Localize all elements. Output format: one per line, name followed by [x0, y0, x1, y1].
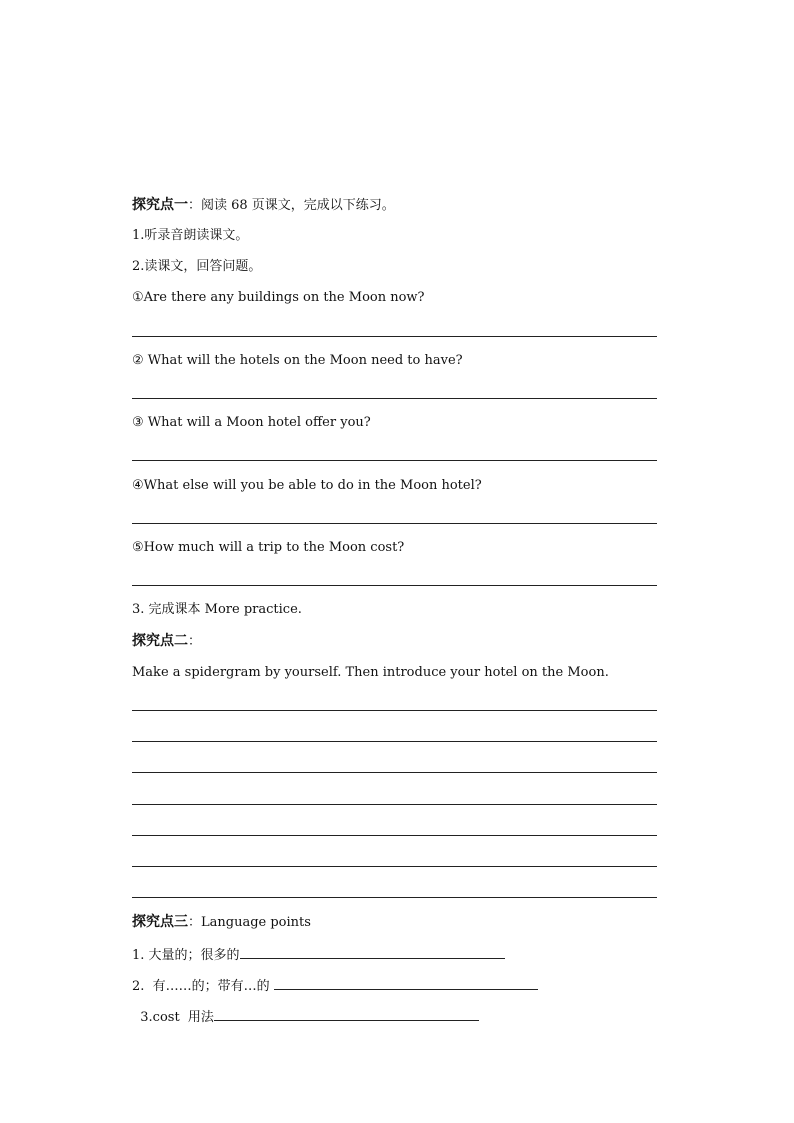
- language-point-3-blank[interactable]: [214, 1007, 479, 1021]
- language-point-1: [132, 945, 505, 965]
- step-listen-read: 1.听录音朗读课文。: [132, 228, 249, 243]
- question-1: ①Are there any buildings on the Moon now?: [132, 290, 425, 305]
- language-point-2-label: 2. 有……的；带有…的: [132, 979, 274, 994]
- section3-heading: [132, 913, 311, 932]
- question-3: ③ What will a Moon hotel offer you?: [132, 415, 371, 430]
- writing-line-5[interactable]: [132, 835, 657, 836]
- section2-heading: [132, 632, 201, 651]
- section1-heading-text: ：阅读 68 页课文，完成以下练习。: [188, 198, 395, 213]
- step-more-practice: 3. 完成课本 More practice.: [132, 602, 302, 617]
- writing-line-3[interactable]: [132, 772, 657, 773]
- language-point-3-label: 3.cost 用法: [132, 1010, 214, 1025]
- writing-line-4[interactable]: [132, 804, 657, 805]
- answer-line-3[interactable]: [132, 460, 657, 461]
- answer-line-2[interactable]: [132, 398, 657, 399]
- writing-line-2[interactable]: [132, 741, 657, 742]
- section1-heading: [132, 196, 395, 215]
- spidergram-instruction: Make a spidergram by yourself. Then introduce your hotel on the Moon.: [132, 665, 609, 680]
- answer-line-1[interactable]: [132, 336, 657, 337]
- writing-line-7[interactable]: [132, 897, 657, 898]
- section1-heading-label: 探究点一: [132, 197, 188, 213]
- writing-line-6[interactable]: [132, 866, 657, 867]
- language-point-3: [132, 1007, 479, 1027]
- language-point-1-blank[interactable]: [240, 945, 505, 959]
- section3-heading-text: ：Language points: [188, 915, 311, 930]
- answer-line-4[interactable]: [132, 523, 657, 524]
- language-point-1-label: 1. 大量的；很多的: [132, 948, 240, 963]
- section2-heading-label: 探究点二: [132, 633, 188, 649]
- section2-heading-text: ：: [188, 634, 202, 649]
- language-point-2: [132, 976, 538, 996]
- answer-line-5[interactable]: [132, 585, 657, 586]
- step-answer-questions: 2.读课文，回答问题。: [132, 259, 262, 274]
- section3-heading-label: 探究点三: [132, 914, 188, 930]
- language-point-2-blank[interactable]: [274, 976, 538, 990]
- question-5: ⑤How much will a trip to the Moon cost?: [132, 540, 405, 555]
- writing-line-1[interactable]: [132, 710, 657, 711]
- question-4: ④What else will you be able to do in the Moon hotel?: [132, 478, 482, 493]
- question-2: ② What will the hotels on the Moon need to have?: [132, 353, 463, 368]
